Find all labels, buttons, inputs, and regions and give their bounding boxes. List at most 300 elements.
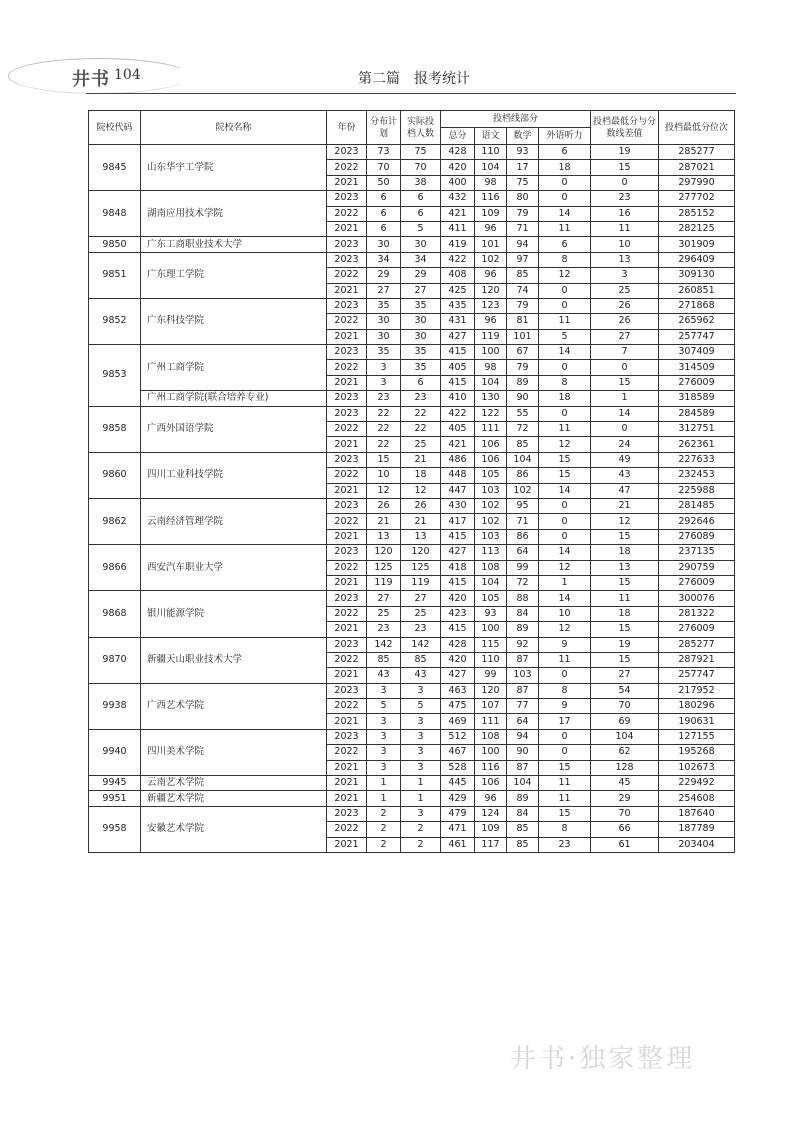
cell-chinese: 100 — [475, 745, 507, 760]
cell-plan: 70 — [367, 160, 401, 175]
cell-foreign: 0 — [539, 745, 591, 760]
cell-year: 2021 — [327, 529, 367, 544]
cell-foreign: 11 — [539, 314, 591, 329]
cell-enrolled: 27 — [401, 591, 441, 606]
cell-rank: 314509 — [659, 360, 735, 375]
cell-enrolled: 22 — [401, 422, 441, 437]
cell-code: 9958 — [89, 806, 141, 852]
cell-chinese: 100 — [475, 622, 507, 637]
cell-math: 95 — [507, 498, 539, 513]
cell-chinese: 104 — [475, 375, 507, 390]
cell-foreign: 15 — [539, 452, 591, 467]
cell-math: 87 — [507, 683, 539, 698]
cell-enrolled: 3 — [401, 806, 441, 821]
cell-foreign: 14 — [539, 345, 591, 360]
cell-plan: 2 — [367, 837, 401, 852]
cell-foreign: 17 — [539, 714, 591, 729]
cell-enrolled: 6 — [401, 375, 441, 390]
cell-plan: 13 — [367, 529, 401, 544]
cell-total: 421 — [441, 206, 475, 221]
cell-foreign: 5 — [539, 329, 591, 344]
cell-rank: 301909 — [659, 237, 735, 252]
cell-math: 85 — [507, 268, 539, 283]
cell-total: 486 — [441, 452, 475, 467]
page-number: 104 — [114, 67, 141, 83]
cell-foreign: 12 — [539, 268, 591, 283]
cell-code: 9850 — [89, 237, 141, 252]
cell-math: 93 — [507, 145, 539, 160]
cell-foreign: 8 — [539, 822, 591, 837]
cell-foreign: 11 — [539, 221, 591, 236]
cell-foreign: 0 — [539, 298, 591, 313]
cell-math: 89 — [507, 791, 539, 806]
cell-enrolled: 125 — [401, 560, 441, 575]
cell-chinese: 96 — [475, 791, 507, 806]
cell-enrolled: 6 — [401, 206, 441, 221]
cell-rank: 195268 — [659, 745, 735, 760]
cell-diff: 12 — [591, 514, 659, 529]
cell-year: 2021 — [327, 714, 367, 729]
cell-diff: 7 — [591, 345, 659, 360]
cell-total: 428 — [441, 145, 475, 160]
cell-name: 广东工商职业技术大学 — [141, 237, 327, 252]
cell-foreign: 14 — [539, 206, 591, 221]
cell-chinese: 117 — [475, 837, 507, 852]
cell-total: 425 — [441, 283, 475, 298]
cell-rank: 229492 — [659, 776, 735, 791]
cell-rank: 284589 — [659, 406, 735, 421]
cell-plan: 50 — [367, 175, 401, 190]
cell-enrolled: 35 — [401, 345, 441, 360]
col-header-enrolled: 实际投档人数 — [401, 111, 441, 145]
cell-chinese: 96 — [475, 221, 507, 236]
cell-chinese: 105 — [475, 468, 507, 483]
cell-math: 84 — [507, 806, 539, 821]
cell-year: 2022 — [327, 360, 367, 375]
cell-plan: 2 — [367, 822, 401, 837]
cell-foreign: 0 — [539, 529, 591, 544]
cell-total: 479 — [441, 806, 475, 821]
cell-foreign: 18 — [539, 391, 591, 406]
cell-year: 2022 — [327, 822, 367, 837]
cell-enrolled: 1 — [401, 791, 441, 806]
cell-math: 79 — [507, 298, 539, 313]
cell-math: 87 — [507, 652, 539, 667]
cell-chinese: 104 — [475, 160, 507, 175]
cell-diff: 23 — [591, 191, 659, 206]
cell-enrolled: 30 — [401, 329, 441, 344]
cell-total: 423 — [441, 606, 475, 621]
cell-plan: 22 — [367, 437, 401, 452]
cell-year: 2021 — [327, 575, 367, 590]
cell-name: 广西外国语学院 — [141, 406, 327, 452]
cell-diff: 61 — [591, 837, 659, 852]
cell-diff: 15 — [591, 160, 659, 175]
cell-foreign: 11 — [539, 422, 591, 437]
cell-chinese: 101 — [475, 237, 507, 252]
cell-diff: 0 — [591, 360, 659, 375]
cell-foreign: 0 — [539, 668, 591, 683]
cell-chinese: 98 — [475, 360, 507, 375]
cell-total: 418 — [441, 560, 475, 575]
cell-enrolled: 75 — [401, 145, 441, 160]
col-header-code: 院校代码 — [89, 111, 141, 145]
cell-chinese: 123 — [475, 298, 507, 313]
cell-rank: 296409 — [659, 252, 735, 267]
cell-rank: 307409 — [659, 345, 735, 360]
cell-total: 415 — [441, 622, 475, 637]
cell-chinese: 99 — [475, 668, 507, 683]
cell-diff: 0 — [591, 422, 659, 437]
cell-plan: 35 — [367, 345, 401, 360]
cell-rank: 225988 — [659, 483, 735, 498]
cell-chinese: 130 — [475, 391, 507, 406]
cell-plan: 15 — [367, 452, 401, 467]
cell-enrolled: 5 — [401, 699, 441, 714]
cell-math: 88 — [507, 591, 539, 606]
cell-plan: 22 — [367, 422, 401, 437]
cell-rank: 102673 — [659, 760, 735, 775]
cell-enrolled: 25 — [401, 606, 441, 621]
cell-total: 405 — [441, 422, 475, 437]
cell-chinese: 96 — [475, 314, 507, 329]
cell-year: 2023 — [327, 298, 367, 313]
cell-rank: 262361 — [659, 437, 735, 452]
cell-diff: 24 — [591, 437, 659, 452]
cell-enrolled: 12 — [401, 483, 441, 498]
cell-enrolled: 3 — [401, 729, 441, 744]
cell-math: 85 — [507, 437, 539, 452]
cell-diff: 49 — [591, 452, 659, 467]
cell-math: 89 — [507, 375, 539, 390]
cell-enrolled: 120 — [401, 545, 441, 560]
cell-year: 2023 — [327, 191, 367, 206]
cell-chinese: 93 — [475, 606, 507, 621]
cell-code: 9860 — [89, 452, 141, 498]
cell-rank: 180296 — [659, 699, 735, 714]
cell-plan: 23 — [367, 391, 401, 406]
cell-diff: 66 — [591, 822, 659, 837]
cell-total: 422 — [441, 406, 475, 421]
cell-math: 103 — [507, 668, 539, 683]
cell-enrolled: 3 — [401, 760, 441, 775]
cell-math: 17 — [507, 160, 539, 175]
cell-diff: 15 — [591, 622, 659, 637]
cell-plan: 6 — [367, 221, 401, 236]
cell-plan: 30 — [367, 329, 401, 344]
cell-chinese: 103 — [475, 483, 507, 498]
cell-chinese: 116 — [475, 760, 507, 775]
cell-name: 湖南应用技术学院 — [141, 191, 327, 237]
cell-plan: 43 — [367, 668, 401, 683]
cell-total: 420 — [441, 160, 475, 175]
cell-math: 87 — [507, 760, 539, 775]
cell-chinese: 105 — [475, 591, 507, 606]
cell-diff: 54 — [591, 683, 659, 698]
cell-total: 432 — [441, 191, 475, 206]
cell-chinese: 120 — [475, 683, 507, 698]
cell-total: 410 — [441, 391, 475, 406]
cell-year: 2022 — [327, 422, 367, 437]
cell-year: 2021 — [327, 622, 367, 637]
cell-diff: 11 — [591, 591, 659, 606]
cell-enrolled: 70 — [401, 160, 441, 175]
cell-name: 广州工商学院(联合培养专业) — [141, 391, 327, 406]
cell-diff: 27 — [591, 329, 659, 344]
cell-foreign: 15 — [539, 760, 591, 775]
cell-math: 80 — [507, 191, 539, 206]
cell-code: 9848 — [89, 191, 141, 237]
table-row — [89, 145, 735, 160]
cell-plan: 27 — [367, 283, 401, 298]
cell-code: 9870 — [89, 637, 141, 683]
cell-math: 89 — [507, 622, 539, 637]
cell-chinese: 115 — [475, 637, 507, 652]
cell-plan: 142 — [367, 637, 401, 652]
cell-plan: 26 — [367, 498, 401, 513]
cell-plan: 27 — [367, 591, 401, 606]
cell-math: 101 — [507, 329, 539, 344]
cell-year: 2022 — [327, 745, 367, 760]
cell-total: 447 — [441, 483, 475, 498]
cell-math: 75 — [507, 175, 539, 190]
cell-plan: 35 — [367, 298, 401, 313]
cell-math: 79 — [507, 360, 539, 375]
cell-total: 512 — [441, 729, 475, 744]
cell-total: 469 — [441, 714, 475, 729]
cell-chinese: 106 — [475, 452, 507, 467]
cell-name: 西安汽车职业大学 — [141, 545, 327, 591]
cell-math: 81 — [507, 314, 539, 329]
cell-math: 72 — [507, 422, 539, 437]
cell-enrolled: 25 — [401, 437, 441, 452]
cell-chinese: 96 — [475, 268, 507, 283]
cell-year: 2022 — [327, 606, 367, 621]
cell-year: 2021 — [327, 776, 367, 791]
cell-chinese: 116 — [475, 191, 507, 206]
cell-name: 新疆天山职业技术大学 — [141, 637, 327, 683]
cell-year: 2021 — [327, 221, 367, 236]
cell-diff: 70 — [591, 699, 659, 714]
cell-math: 84 — [507, 606, 539, 621]
cell-foreign: 6 — [539, 145, 591, 160]
cell-rank: 232453 — [659, 468, 735, 483]
table-row — [89, 637, 735, 652]
cell-chinese: 102 — [475, 514, 507, 529]
cell-foreign: 12 — [539, 437, 591, 452]
cell-diff: 104 — [591, 729, 659, 744]
cell-enrolled: 3 — [401, 745, 441, 760]
cell-plan: 3 — [367, 745, 401, 760]
cell-diff: 69 — [591, 714, 659, 729]
cell-foreign: 18 — [539, 160, 591, 175]
cell-total: 427 — [441, 329, 475, 344]
cell-foreign: 0 — [539, 498, 591, 513]
cell-rank: 190631 — [659, 714, 735, 729]
cell-plan: 30 — [367, 237, 401, 252]
table-row — [89, 345, 735, 360]
cell-enrolled: 30 — [401, 237, 441, 252]
cell-diff: 15 — [591, 529, 659, 544]
cell-total: 467 — [441, 745, 475, 760]
cell-total: 475 — [441, 699, 475, 714]
cell-rank: 276009 — [659, 575, 735, 590]
cell-chinese: 124 — [475, 806, 507, 821]
cell-rank: 227633 — [659, 452, 735, 467]
cell-name: 山东华宇工学院 — [141, 145, 327, 191]
cell-foreign: 9 — [539, 699, 591, 714]
cell-chinese: 103 — [475, 529, 507, 544]
cell-chinese: 108 — [475, 560, 507, 575]
cell-diff: 27 — [591, 668, 659, 683]
cell-plan: 10 — [367, 468, 401, 483]
cell-rank: 254608 — [659, 791, 735, 806]
cell-foreign: 9 — [539, 637, 591, 652]
cell-total: 448 — [441, 468, 475, 483]
cell-diff: 19 — [591, 145, 659, 160]
cell-rank: 285277 — [659, 145, 735, 160]
cell-plan: 3 — [367, 714, 401, 729]
table-row — [89, 391, 735, 406]
cell-foreign: 11 — [539, 776, 591, 791]
cell-plan: 120 — [367, 545, 401, 560]
cell-year: 2023 — [327, 252, 367, 267]
cell-diff: 13 — [591, 560, 659, 575]
col-header-diff: 投档最低分与分数线差值 — [591, 111, 659, 145]
cell-foreign: 0 — [539, 729, 591, 744]
cell-enrolled: 5 — [401, 221, 441, 236]
col-header-total: 总分 — [441, 128, 475, 145]
cell-year: 2023 — [327, 406, 367, 421]
cell-rank: 257747 — [659, 329, 735, 344]
cell-diff: 18 — [591, 606, 659, 621]
cell-chinese: 108 — [475, 729, 507, 744]
cell-enrolled: 35 — [401, 298, 441, 313]
cell-diff: 26 — [591, 314, 659, 329]
cell-year: 2023 — [327, 498, 367, 513]
cell-chinese: 113 — [475, 545, 507, 560]
cell-total: 411 — [441, 221, 475, 236]
cell-enrolled: 1 — [401, 776, 441, 791]
header-rule — [86, 93, 736, 94]
cell-foreign: 8 — [539, 252, 591, 267]
cell-plan: 12 — [367, 483, 401, 498]
cell-plan: 25 — [367, 606, 401, 621]
cell-foreign: 11 — [539, 791, 591, 806]
cell-math: 90 — [507, 391, 539, 406]
cell-plan: 119 — [367, 575, 401, 590]
cell-math: 90 — [507, 745, 539, 760]
col-header-name: 院校名称 — [141, 111, 327, 145]
cell-year: 2023 — [327, 391, 367, 406]
cell-foreign: 6 — [539, 237, 591, 252]
cell-year: 2023 — [327, 729, 367, 744]
cell-year: 2022 — [327, 468, 367, 483]
table-row — [89, 406, 735, 421]
cell-year: 2021 — [327, 375, 367, 390]
cell-name: 安徽艺术学院 — [141, 806, 327, 852]
cell-diff: 13 — [591, 252, 659, 267]
cell-name: 云南艺术学院 — [141, 776, 327, 791]
cell-rank: 292646 — [659, 514, 735, 529]
cell-foreign: 14 — [539, 483, 591, 498]
cell-chinese: 100 — [475, 345, 507, 360]
cell-chinese: 111 — [475, 714, 507, 729]
cell-total: 421 — [441, 437, 475, 452]
cell-diff: 11 — [591, 221, 659, 236]
cell-rank: 237135 — [659, 545, 735, 560]
col-header-chinese: 语文 — [475, 128, 507, 145]
cell-total: 445 — [441, 776, 475, 791]
cell-year: 2021 — [327, 483, 367, 498]
cell-total: 430 — [441, 498, 475, 513]
cell-math: 77 — [507, 699, 539, 714]
cell-math: 102 — [507, 483, 539, 498]
cell-total: 431 — [441, 314, 475, 329]
page-header — [0, 50, 800, 100]
cell-enrolled: 2 — [401, 822, 441, 837]
cell-foreign: 0 — [539, 406, 591, 421]
cell-diff: 15 — [591, 652, 659, 667]
table-row — [89, 729, 735, 744]
cell-year: 2021 — [327, 668, 367, 683]
cell-math: 92 — [507, 637, 539, 652]
cell-chinese: 107 — [475, 699, 507, 714]
cell-enrolled: 43 — [401, 668, 441, 683]
cell-enrolled: 119 — [401, 575, 441, 590]
cell-enrolled: 18 — [401, 468, 441, 483]
cell-plan: 73 — [367, 145, 401, 160]
cell-plan: 23 — [367, 622, 401, 637]
cell-rank: 285152 — [659, 206, 735, 221]
cell-year: 2021 — [327, 175, 367, 190]
cell-name: 云南经济管理学院 — [141, 498, 327, 544]
cell-code: 9938 — [89, 683, 141, 729]
chapter-title: 第二篇 报考统计 — [358, 71, 470, 87]
cell-name: 四川美术学院 — [141, 729, 327, 775]
cell-year: 2023 — [327, 452, 367, 467]
cell-foreign: 14 — [539, 545, 591, 560]
cell-year: 2023 — [327, 683, 367, 698]
cell-chinese: 110 — [475, 652, 507, 667]
col-header-rank: 投档最低分位次 — [659, 111, 735, 145]
cell-name: 广东科技学院 — [141, 298, 327, 344]
cell-rank: 276089 — [659, 529, 735, 544]
cell-foreign: 0 — [539, 175, 591, 190]
cell-enrolled: 3 — [401, 683, 441, 698]
cell-enrolled: 6 — [401, 191, 441, 206]
cell-plan: 125 — [367, 560, 401, 575]
cell-math: 86 — [507, 468, 539, 483]
cell-plan: 5 — [367, 699, 401, 714]
cell-foreign: 1 — [539, 575, 591, 590]
cell-enrolled: 142 — [401, 637, 441, 652]
table-row — [89, 776, 735, 791]
cell-rank: 203404 — [659, 837, 735, 852]
col-header-foreign: 外语听力 — [539, 128, 591, 145]
cell-math: 104 — [507, 452, 539, 467]
cell-enrolled: 21 — [401, 452, 441, 467]
cell-rank: 281485 — [659, 498, 735, 513]
cell-total: 417 — [441, 514, 475, 529]
cell-total: 427 — [441, 545, 475, 560]
cell-diff: 18 — [591, 545, 659, 560]
cell-code: 9951 — [89, 791, 141, 806]
cell-diff: 43 — [591, 468, 659, 483]
cell-plan: 2 — [367, 806, 401, 821]
cell-name: 广东理工学院 — [141, 252, 327, 298]
cell-plan: 6 — [367, 191, 401, 206]
